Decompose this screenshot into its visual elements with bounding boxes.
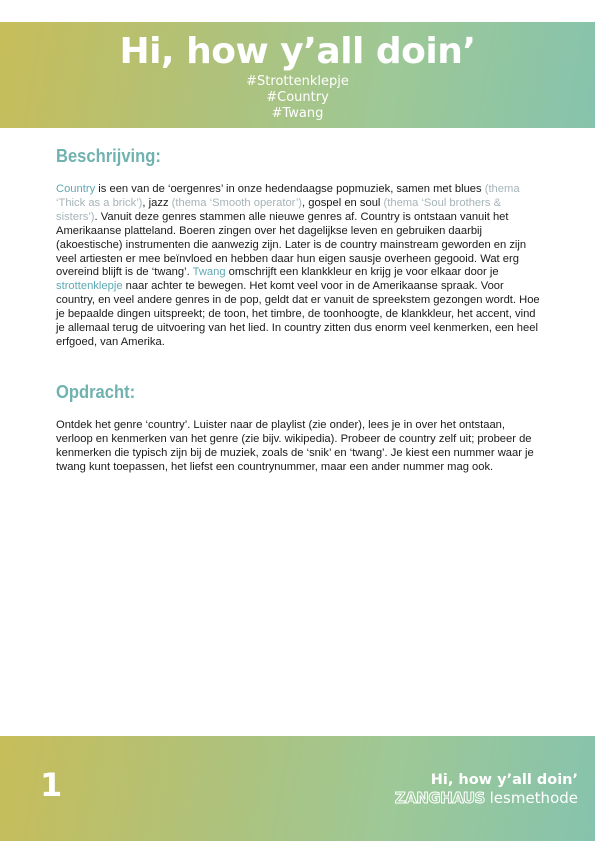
hashtag-country: #Country	[266, 90, 329, 105]
page-number: 1	[40, 766, 63, 804]
description-text	[56, 183, 540, 350]
page-footer	[0, 736, 595, 841]
inline-link[interactable]: strottenklepje	[56, 280, 123, 293]
hashtag-strottenklepje: #Strottenklepje	[246, 74, 349, 89]
assignment-heading: Opdracht:	[56, 382, 136, 402]
zanghaus-logo: ZANGHAUS	[394, 789, 485, 807]
description-segment: naar achter te bewegen. Het komt veel voor in de Amerikaanse spraak. Voor country, en veel andere genres in de pop, geldt dat er vanuit de spreekstem gezongen wordt. Hoe je bepaalde dingen uitspreekt; de toon, het timbre, de toonhoogte, de klankkleur, het accent, vind je allemaal terug de uitvoering van het lied. In country zitten dus enorm veel kenmerken, een heel erfgoed, van Amerika.	[56, 280, 540, 348]
description-segment: , gospel en soul	[302, 196, 384, 209]
theme-reference: (thema ‘Soul brothers & sisters’)	[56, 196, 502, 223]
description-segment: omschrijft een klankkleur en krijg je voor elkaar door je	[225, 266, 499, 279]
assignment-text: Ontdek het genre ‘country’. Luister naar de playlist (zie onder), lees je in over het ontstaan, verloop en kenmerken van het genre (zie bijv. wikipedia). Probeer de country zelf uit; probeer de kenmerken die typisch zijn bij de muziek, zoals de ‘snik’ en ‘twang’. Je kiest een nummer waar je twang kunt toepassen, het liefst een countrynummer, maar een ander nummer mag ook.	[56, 419, 534, 473]
hashtag-twang: #Twang	[271, 106, 324, 121]
hashtag-list	[0, 74, 595, 122]
footer-title: Hi, how y’all doin’	[430, 772, 578, 788]
description-segment: . Vanuit deze genres stammen alle nieuwe genres af. Country is ontstaan vanuit het Amerikaanse platteland. Boeren zingen over het dagelijkse leven en gebruiken daarbij (akoestische) instrumenten die aanwezig zijn. Later is de country mainstream geworden en zijn veel artiesten er mee beïnvloed en hebben daar hun eigen sausje overheen gegooid. Wat erg overeind blijft is de ‘twang’.	[56, 210, 527, 279]
theme-reference: (thema ‘Thick as a brick’)	[56, 183, 520, 209]
theme-reference: (thema ‘Smooth operator’)	[171, 196, 303, 209]
description-heading: Beschrijving:	[56, 146, 161, 166]
brand-row	[395, 789, 578, 807]
description-segment: , jazz	[142, 196, 172, 209]
brand-subtitle: lesmethode	[489, 789, 578, 807]
inline-link[interactable]: Country	[56, 183, 96, 195]
description-segment: is een van de ‘oergenres’ in onze hedendaagse popmuziek, samen met blues	[95, 183, 485, 195]
page-title: Hi, how y’all doin’	[119, 31, 476, 72]
footer-branding	[395, 772, 578, 807]
inline-link[interactable]: Twang	[192, 266, 226, 279]
page-header	[0, 22, 595, 128]
